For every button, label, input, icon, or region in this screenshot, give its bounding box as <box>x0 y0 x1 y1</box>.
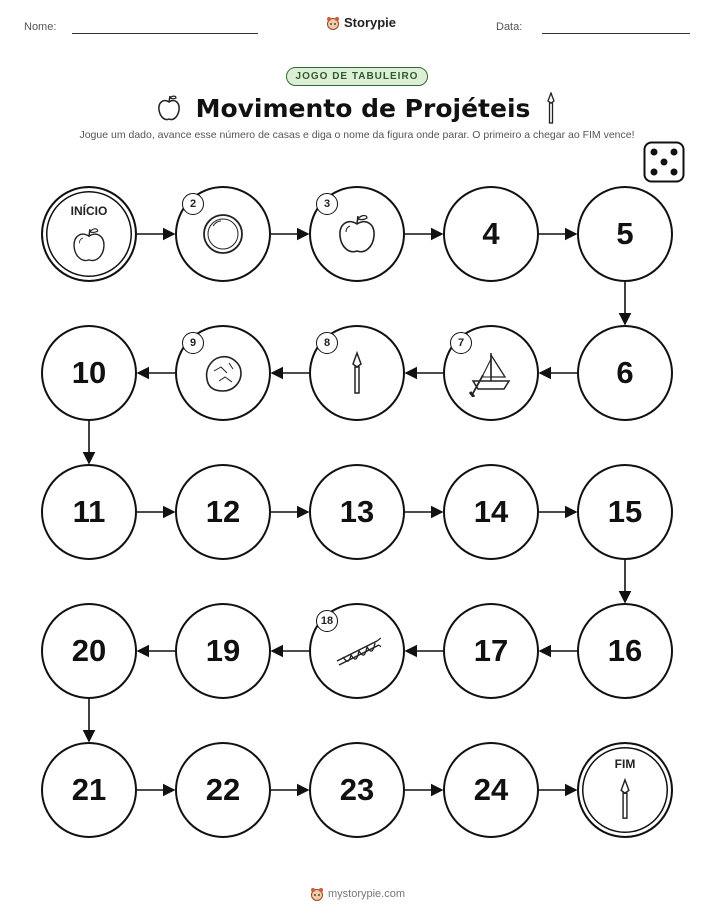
cell-number-badge: 2 <box>182 193 204 215</box>
start-cell <box>41 186 137 282</box>
board-cell-3 <box>309 186 405 282</box>
board-cell-4 <box>443 186 539 282</box>
board-cell-21 <box>41 742 137 838</box>
board-cell-11 <box>41 464 137 560</box>
brand-name: Storypie <box>344 15 397 30</box>
cell-number: 21 <box>71 772 107 807</box>
boat-icon <box>467 349 515 397</box>
spear-icon <box>333 349 381 397</box>
cell-number: 5 <box>616 216 634 251</box>
cell-number: 24 <box>473 772 509 807</box>
cell-number: 10 <box>71 355 107 390</box>
cell-number: 22 <box>205 772 241 807</box>
board-cell-23 <box>309 742 405 838</box>
board-cell-12 <box>175 464 271 560</box>
apple-icon <box>333 210 381 258</box>
cell-number-badge: 7 <box>450 332 472 354</box>
end-label: FIM <box>614 757 636 771</box>
start-label: INÍCIO <box>70 204 108 218</box>
board-cell-24 <box>443 742 539 838</box>
ball-icon <box>199 210 247 258</box>
game-type-badge: JOGO DE TABULEIRO <box>286 67 429 86</box>
name-label: Nome: <box>24 21 57 33</box>
board-cell-18 <box>309 603 405 699</box>
cell-number: 16 <box>607 633 643 668</box>
board-cell-14 <box>443 464 539 560</box>
cell-number: 11 <box>72 494 106 529</box>
board-cell-19 <box>175 603 271 699</box>
page-title: Movimento de Projéteis <box>195 93 531 123</box>
board-cell-17 <box>443 603 539 699</box>
end-cell <box>577 742 673 838</box>
board-cell-13 <box>309 464 405 560</box>
instructions: Jogue um dado, avance esse número de casas e diga o nome da figura onde parar. O primeiro a chegar ao FIM vence! <box>79 129 635 141</box>
cell-number: 20 <box>71 633 107 668</box>
board-cell-9 <box>175 325 271 421</box>
rope-icon <box>333 627 381 675</box>
cell-number: 17 <box>473 633 509 668</box>
board-cell-15 <box>577 464 673 560</box>
board-cell-22 <box>175 742 271 838</box>
board-cell-2 <box>175 186 271 282</box>
mascot-icon <box>310 887 324 901</box>
cell-number: 13 <box>339 494 375 529</box>
cell-number: 19 <box>205 633 241 668</box>
board-cell-5 <box>577 186 673 282</box>
apple-icon <box>68 224 110 266</box>
board-cell-7 <box>443 325 539 421</box>
board-cell-8 <box>309 325 405 421</box>
rock-icon <box>199 349 247 397</box>
cell-number: 12 <box>205 494 241 529</box>
cell-number: 23 <box>339 772 375 807</box>
cell-number: 14 <box>473 494 509 529</box>
spear-icon <box>602 776 648 822</box>
date-label: Data: <box>496 21 523 33</box>
board-cell-16 <box>577 603 673 699</box>
footer-url: mystorypie.com <box>328 888 406 900</box>
cell-number-badge: 8 <box>316 332 338 354</box>
board-cell-10 <box>41 325 137 421</box>
board-cell-20 <box>41 603 137 699</box>
cell-number: 6 <box>616 355 634 390</box>
cell-number-badge: 3 <box>316 193 338 215</box>
board-cell-6 <box>577 325 673 421</box>
cell-number-badge: 9 <box>182 332 204 354</box>
cell-number: 15 <box>607 494 643 529</box>
cell-number: 4 <box>482 216 500 251</box>
cell-number-badge: 18 <box>316 610 338 632</box>
footer <box>310 887 405 901</box>
